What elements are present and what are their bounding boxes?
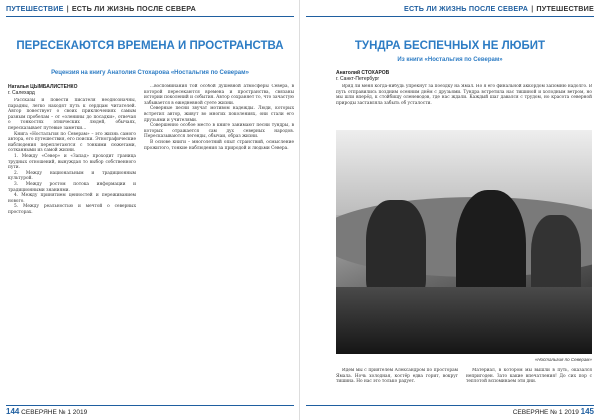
- page-number: 145: [580, 407, 594, 416]
- intro-text: [336, 84, 592, 128]
- footer-rule: [6, 405, 294, 406]
- photo-person-1: [366, 200, 426, 300]
- paragraph: 2. Между национальным и традиционным культурой.: [8, 170, 136, 182]
- header-separator: |: [531, 4, 534, 13]
- author-place: г. Санкт-Петербург: [336, 76, 380, 82]
- text-column-1: [8, 98, 136, 398]
- author-block: [8, 84, 78, 96]
- author-place: г. Салехард: [8, 90, 35, 96]
- paragraph: ...воспоминания той особой душевной атмосферы Севера, в которой пересекаются времена и пространства, связаны истории поколений и события. Автор сохраняет то, что зачастую забывается в ежедневной суете жизни.: [144, 84, 294, 106]
- footer-rule: [306, 405, 594, 406]
- photo-caption: «Ностальгия по Северам»: [534, 357, 592, 362]
- section-label: ПУТЕШЕСТВИЕ: [6, 4, 64, 13]
- page-footer: [6, 407, 87, 416]
- paragraph: Рассказы и повести писателя неоднозначны, парадны, легко находят путь к сердцам читателей. Автор повествует о своих приключениях самым разным пробелам – от «оленины до посадки», отвечая о тонкостях этнических людей, обычаях, пересказывает путевые заметки...: [8, 98, 136, 131]
- paragraph: Северные песни звучат мотивом надежды. Люди, которых встретил автор, живут во многих поколениях, они стали его друзьями и учителями.: [144, 106, 294, 123]
- header-subtitle: ЕСТЬ ЛИ ЖИЗНЬ ПОСЛЕ СЕВЕРА: [71, 4, 197, 13]
- tundra-photo: [336, 130, 592, 354]
- page-footer: [513, 407, 594, 416]
- section-label: ПУТЕШЕСТВИЕ: [536, 4, 594, 13]
- paragraph: 1. Между «Север» и «Запад» проходит граница трудных отношений, вынуждая то выбор собственного пути.: [8, 153, 136, 171]
- paragraph: Вряд ли меня когда-нибудь упрекнут за поездку на Ямал. Но я его финальной аккордом запомню надолго. В путь отправились поздним осенним днём с друзьями. Тундра встретила нас тишиной и холодным ветром, но мы шли вперёд, к стойбищу оленеводов, где нас ждали. Каждый шаг давался с трудом, но красота северной природы заставляла забыть об усталости.: [336, 84, 592, 106]
- article-title: ПЕРЕСЕКАЮТСЯ ВРЕМЕНА И ПРОСТРАНСТВА: [16, 40, 284, 52]
- author-name: Анатолий СТОХАРОВ: [336, 70, 390, 76]
- article-title: ТУНДРА БЕСПЕЧНЫХ НЕ ЛЮБИТ: [354, 40, 546, 52]
- page-number: 144: [6, 407, 20, 416]
- paragraph: Материал, в котором мы вышли в путь, оказался непригоден. Зато какие впечатления! До сих пор с теплотой вспоминаем эти дни.: [466, 368, 592, 385]
- paragraph: 4. Между принятием ценностей и переживанием нового.: [8, 193, 136, 204]
- page-header: [404, 4, 594, 14]
- text-column-2: [144, 84, 294, 398]
- article-subtitle: Рецензия на книгу Анатолия Стохарова «Ностальгия по Северам»: [51, 70, 249, 76]
- header-subtitle: ЕСТЬ ЛИ ЖИЗНЬ ПОСЛЕ СЕВЕРА: [403, 4, 529, 13]
- paragraph: Идём мы с приятелем Александром по просторам Ямала. Ночь холодная, костёр едва горит, вокруг тишина. Но нас это только радует.: [336, 368, 458, 385]
- right-page: [300, 0, 600, 420]
- header-rule: [6, 16, 294, 17]
- paragraph: 3. Между ростом потока информации и традиционными знаниями.: [8, 181, 136, 193]
- page-header: [6, 4, 196, 14]
- photo-ground: [336, 287, 592, 354]
- header-separator: |: [66, 4, 69, 13]
- paragraph: 5. Между реальностью и мечтой о северных просторах.: [8, 204, 136, 215]
- issue-label: СЕВЕРЯНЕ № 1 2019: [512, 409, 579, 416]
- author-name: Наталья ЦЫМБАЛИСТЕНКО: [8, 84, 78, 90]
- author-block: [336, 70, 389, 82]
- article-subtitle: Из книги «Ностальгия по Северам»: [397, 57, 503, 63]
- text-column-1: [336, 368, 458, 404]
- header-rule: [306, 16, 594, 17]
- text-column-2: [466, 368, 592, 404]
- paragraph: Совершенно особое место в книге занимают песни тундры, в которых отражается сам дух северных народов. Пересказываются легенды, обычаи, образ жизни.: [144, 123, 294, 140]
- paragraph: Книга «Ностальгия по Северам» – это жизнь самого автора, его путешествия, его поиски. Этнографические наблюдения переплетаются с тонкими сюжетами, сотканными из самой жизни.: [8, 131, 136, 154]
- paragraph: В основе книги – многолетний опыт странствий, осмысление прожитого, тонкие наблюдения за природой и людьми Севера.: [144, 139, 294, 151]
- issue-label: СЕВЕРЯНЕ № 1 2019: [21, 409, 88, 416]
